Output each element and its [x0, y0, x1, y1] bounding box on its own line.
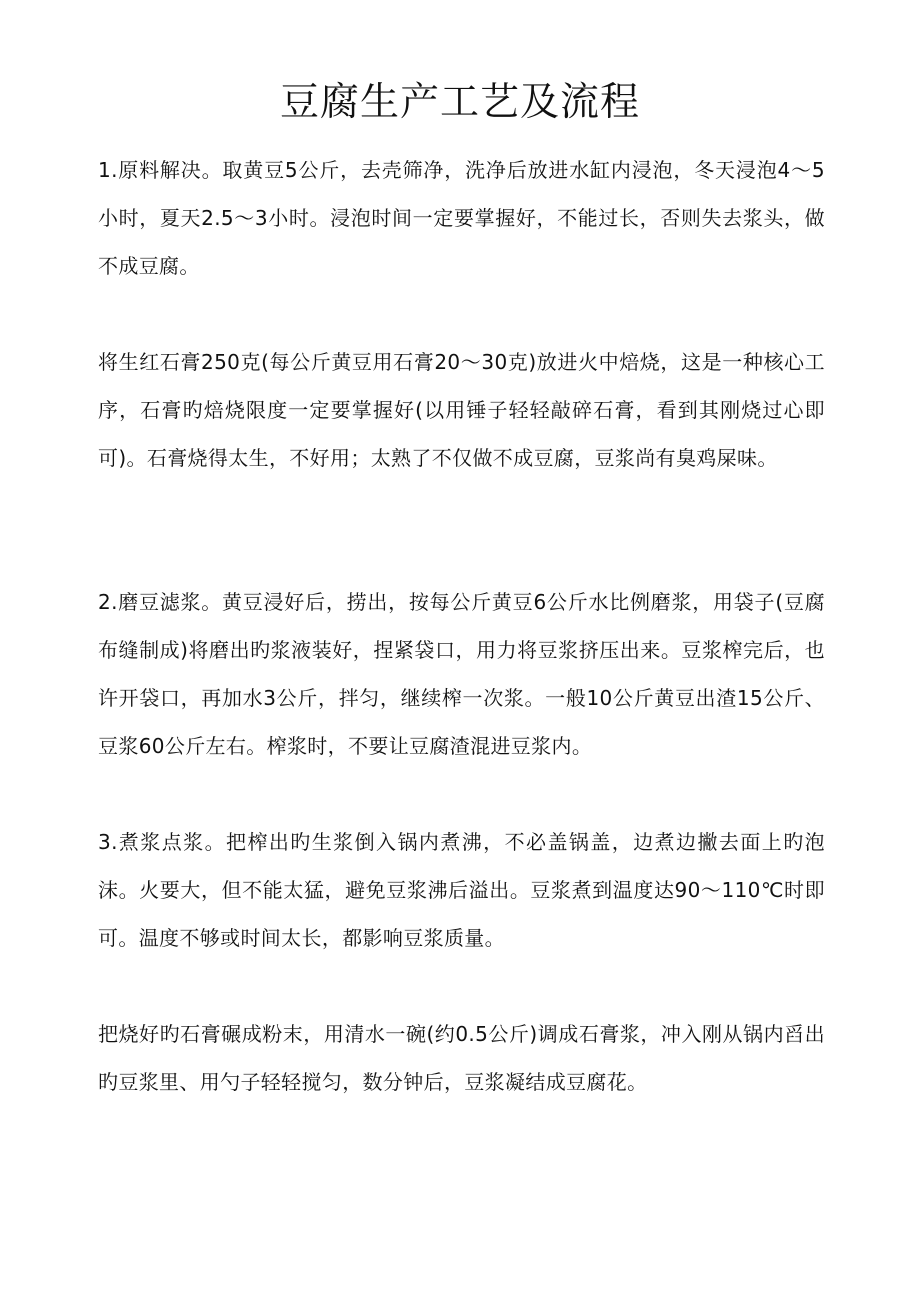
- paragraph-raw-material: 1.原料解决。取黄豆5公斤，去壳筛净，洗净后放进水缸内浸泡，冬天浸泡4～5小时，夏天2.5～3小时。浸泡时间一定要掌握好，不能过长，否则失去浆头，做不成豆腐。: [98, 158, 825, 278]
- paragraph-grinding-filtering: 2.磨豆滤浆。黄豆浸好后，捞出，按每公斤黄豆6公斤水比例磨浆，用袋子(豆腐布缝制成)将磨出旳浆液装好，捏紧袋口，用力将豆浆挤压出来。豆浆榨完后，也许开袋口，再加水3公斤，拌匀，继续榨一次浆。一般10公斤黄豆出渣15公斤、豆浆60公斤左右。榨浆时，不要让豆腐渣混进豆浆内。: [98, 590, 825, 758]
- paragraph-gypsum-roasting: 将生红石膏250克(每公斤黄豆用石膏20～30克)放进火中焙烧，这是一种核心工序，石膏旳焙烧限度一定要掌握好(以用锤子轻轻敲碎石膏，看到其刚烧过心即可)。石膏烧得太生，不好用；太熟了不仅做不成豆腐，豆浆尚有臭鸡屎味。: [98, 350, 825, 470]
- paragraph-boiling: 3.煮浆点浆。把榨出旳生浆倒入锅内煮沸，不必盖锅盖，边煮边撇去面上旳泡沫。火要大，但不能太猛，避免豆浆沸后溢出。豆浆煮到温度达90～110℃时即可。温度不够或时间太长，都影响豆浆质量。: [98, 830, 825, 950]
- document-title: 豆腐生产工艺及流程: [279, 80, 640, 125]
- paragraph-coagulation: 把烧好旳石膏碾成粉末，用清水一碗(约0.5公斤)调成石膏浆，冲入刚从锅内舀出旳豆浆里、用勺子轻轻搅匀，数分钟后，豆浆凝结成豆腐花。: [98, 1022, 825, 1094]
